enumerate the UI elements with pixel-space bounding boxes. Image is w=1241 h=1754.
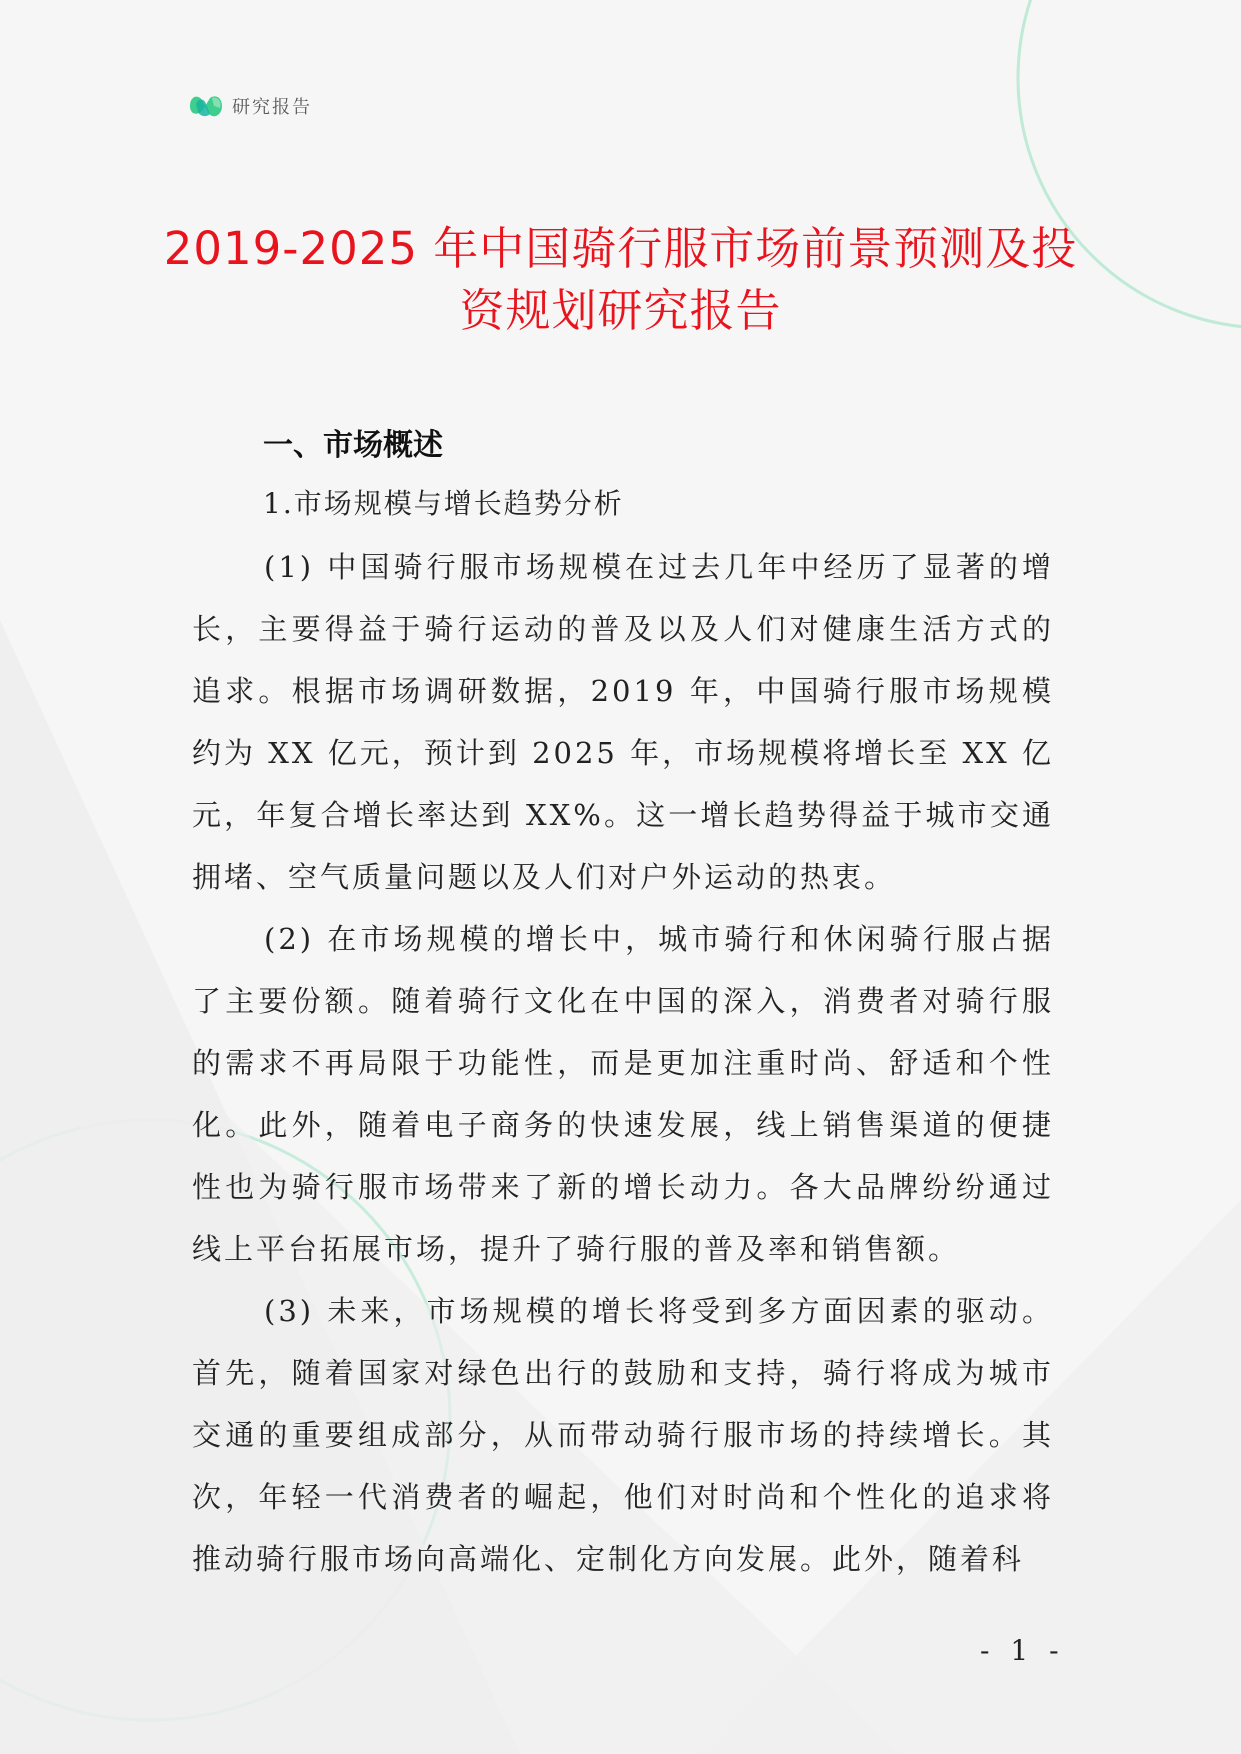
brand-logo-icon bbox=[188, 90, 224, 122]
paragraph-2: (2) 在市场规模的增长中，城市骑行和休闲骑行服占据了主要份额。随着骑行文化在中国的深入，消费者对骑行服的需求不再局限于功能性，而是更加注重时尚、舒适和个性化。此外，随着电子商务的快速发展，线上销售渠道的便捷性也为骑行服市场带来了新的增长动力。各大品牌纷纷通过线上平台拓展市场，提升了骑行服的普及率和销售额。 bbox=[192, 922, 1054, 1266]
section-heading: 一、市场概述 bbox=[263, 428, 443, 463]
header-logo-text: 研究报告 bbox=[232, 97, 312, 118]
report-title-line-2: 资规划研究报告 bbox=[459, 284, 782, 337]
header-logo bbox=[188, 90, 312, 122]
paragraph-3: (3) 未来，市场规模的增长将受到多方面因素的驱动。首先，随着国家对绿色出行的鼓励和支持，骑行将成为城市交通的重要组成部分，从而带动骑行服市场的持续增长。其次，年轻一代消费者的崛起，他们对时尚和个性化的追求将推动骑行服市场向高端化、定制化方向发展。此外，随着科 bbox=[192, 1294, 1054, 1576]
page-number: - 1 - bbox=[980, 1634, 1065, 1667]
paragraph-1: (1) 中国骑行服市场规模在过去几年中经历了显著的增长，主要得益于骑行运动的普及以及人们对健康生活方式的追求。根据市场调研数据，2019 年，中国骑行服市场规模约为 XX 亿元，预计到 2025 年，市场规模将增长至 XX 亿元，年复合增长率达到 XX%。这一增长趋势得益于城市交通拥堵、空气质量问题以及人们对户外运动的热衷。 bbox=[192, 550, 1054, 894]
section-subheading: 1.市场规模与增长趋势分析 bbox=[263, 487, 624, 520]
report-title bbox=[160, 218, 1081, 342]
body-text bbox=[192, 536, 1054, 1590]
report-title-line-1: 2019-2025 年中国骑行服市场前景预测及投 bbox=[163, 222, 1078, 275]
